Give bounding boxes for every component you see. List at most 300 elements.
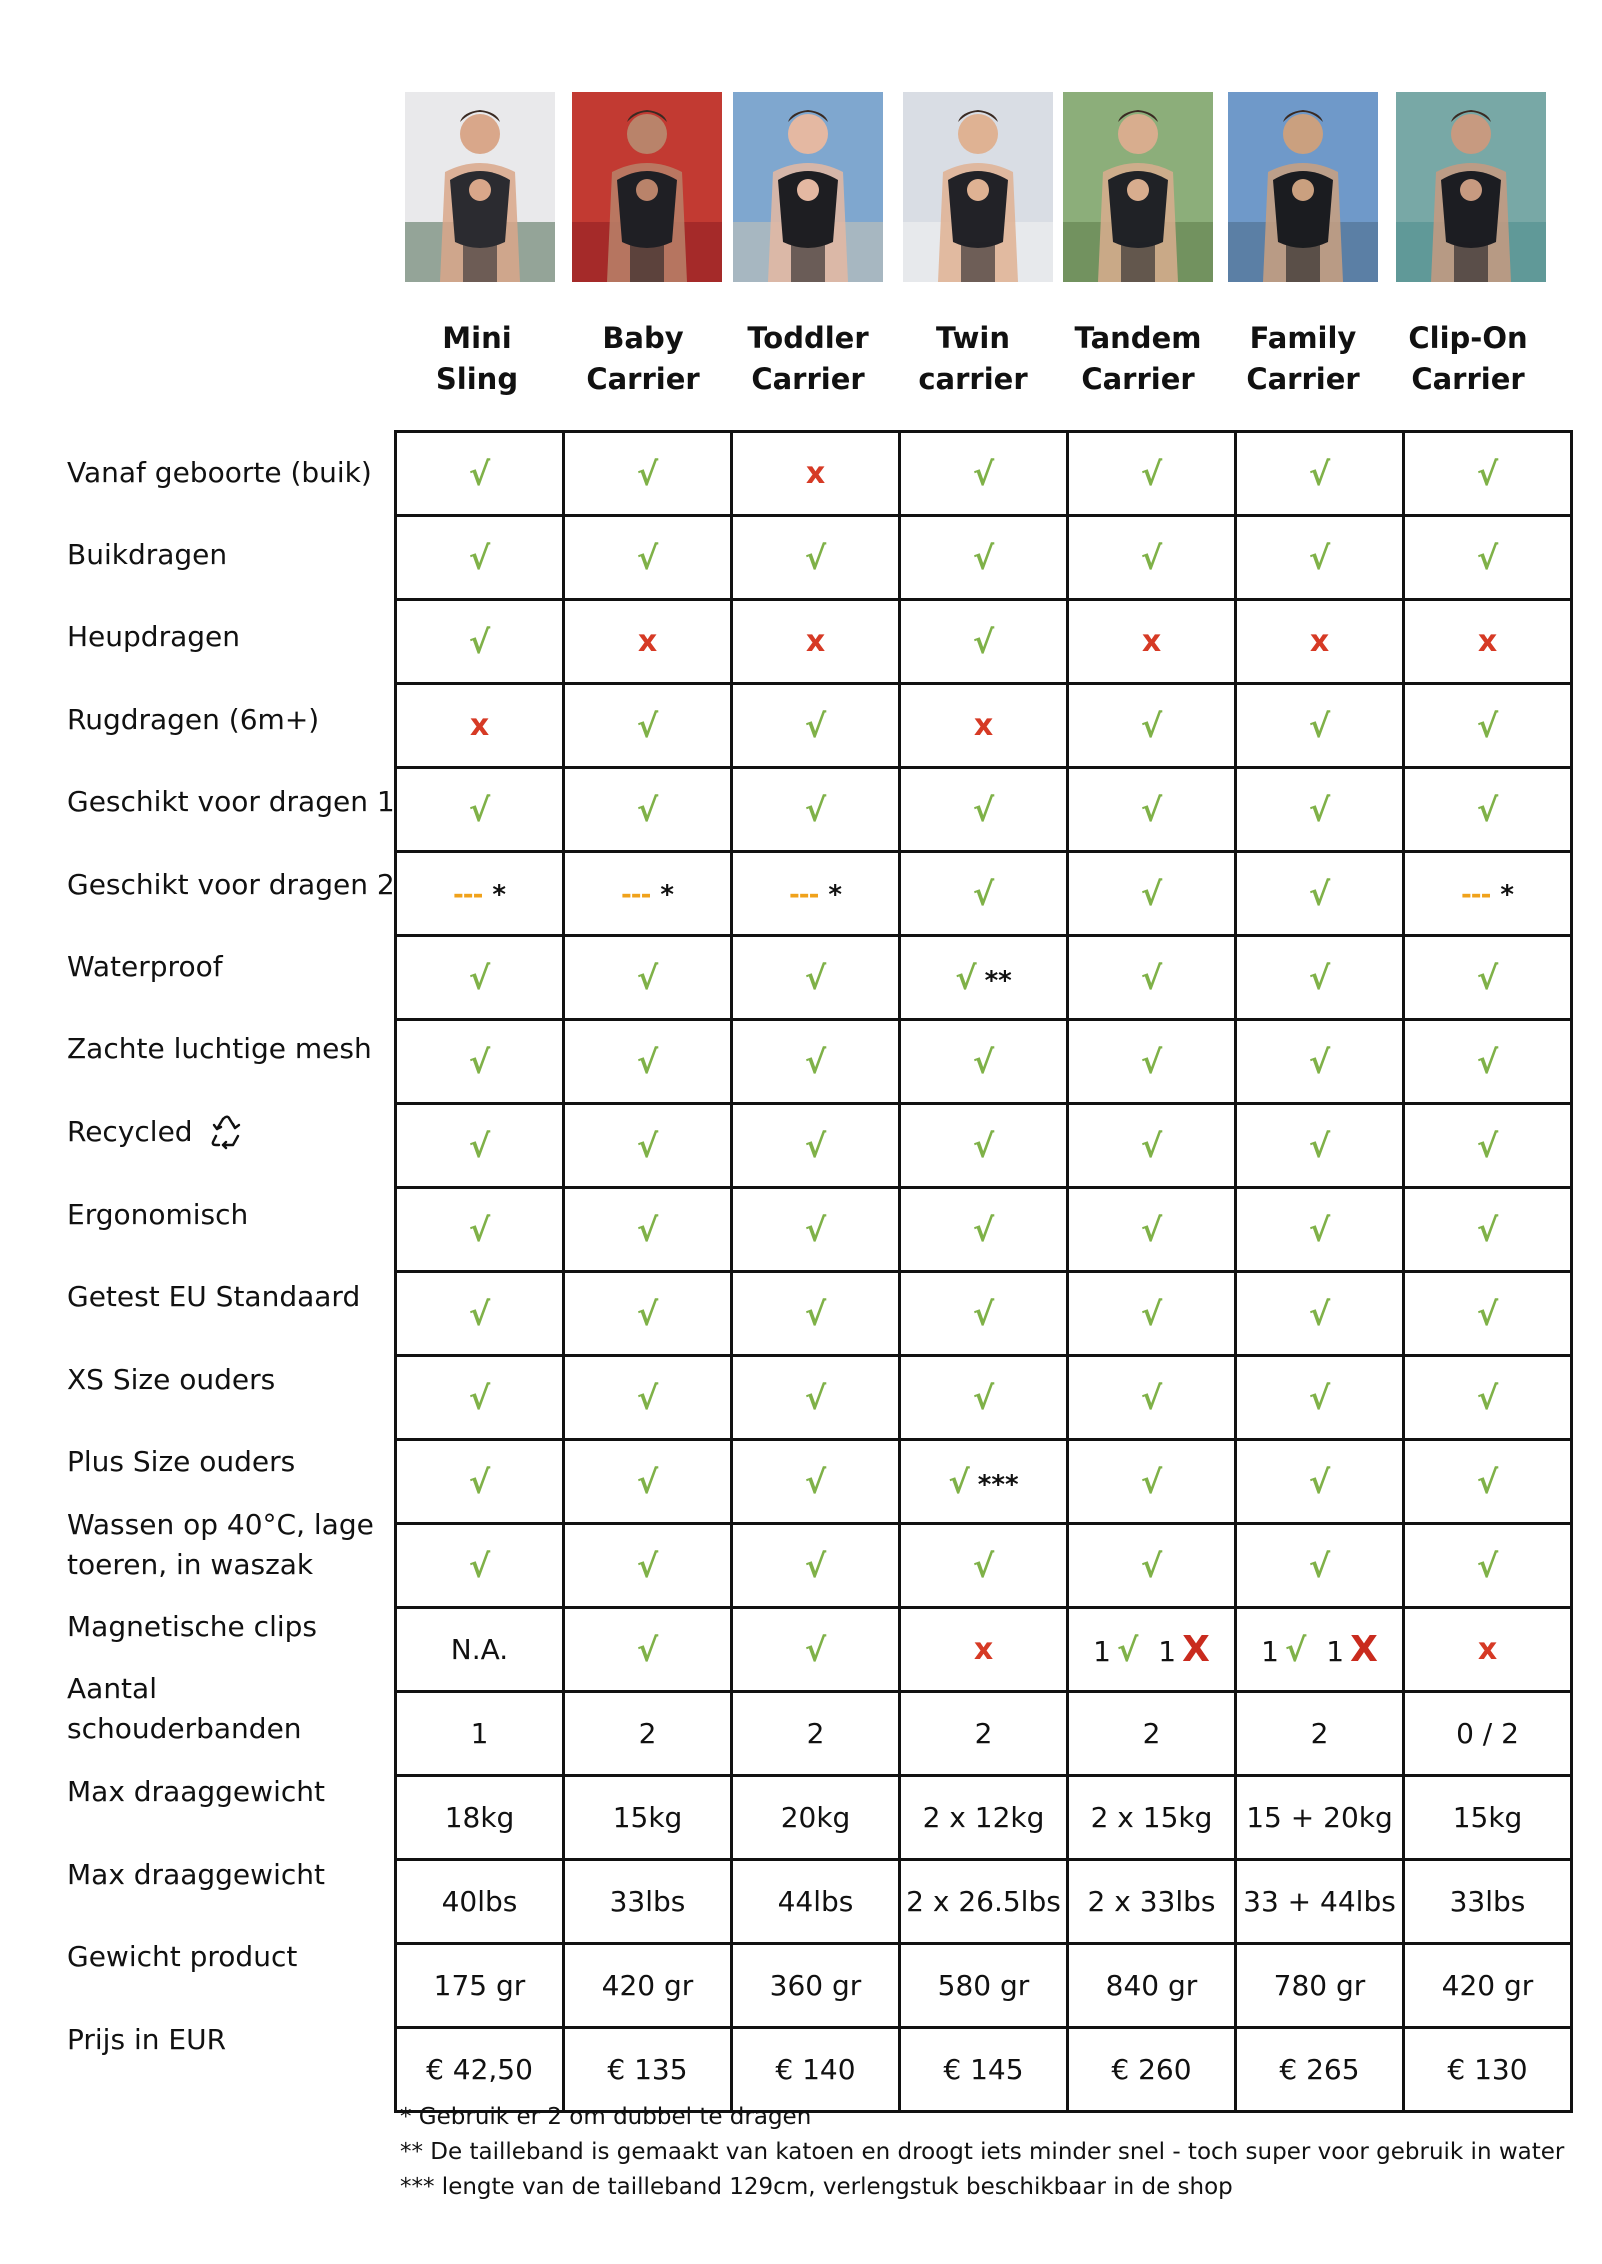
cell-value: 40lbs bbox=[441, 1885, 518, 1918]
check-icon: √ bbox=[1308, 1210, 1331, 1249]
table-cell bbox=[396, 1776, 564, 1860]
table-cell bbox=[1236, 1356, 1404, 1440]
table-cell bbox=[396, 1524, 564, 1608]
tandem-carrier-photo bbox=[1063, 92, 1213, 282]
table-cell bbox=[396, 1020, 564, 1104]
row-label-text: Vanaf geboorte (buik) bbox=[67, 456, 372, 489]
table-cell bbox=[1236, 1860, 1404, 1944]
row-label-line: toeren, in waszak bbox=[67, 1548, 314, 1581]
comparison-table bbox=[394, 430, 1573, 2113]
table-cell bbox=[900, 936, 1068, 1020]
check-icon: √ bbox=[636, 706, 659, 745]
row-label-13 bbox=[67, 1421, 397, 1503]
footnote-2: ** De tailleband is gemaakt van katoen en droogt iets minder snel - toch super voor gebruik in water bbox=[400, 2139, 1565, 2165]
table-cell bbox=[900, 684, 1068, 768]
check-icon: √ bbox=[1308, 1378, 1331, 1417]
column-header-line1: Clip-On bbox=[1408, 321, 1528, 355]
table-cell bbox=[1404, 1440, 1572, 1524]
check-icon: √ bbox=[1308, 1462, 1331, 1501]
table-cell bbox=[396, 768, 564, 852]
check-icon: √ bbox=[972, 454, 995, 493]
table-cell bbox=[564, 1944, 732, 2028]
table-row bbox=[396, 1944, 1572, 2028]
twin-carrier-photo bbox=[903, 92, 1053, 282]
table-cell bbox=[732, 684, 900, 768]
table-cell bbox=[396, 684, 564, 768]
table-row bbox=[396, 1104, 1572, 1188]
check-icon: √ bbox=[636, 454, 659, 493]
table-cell bbox=[564, 684, 732, 768]
table-cell bbox=[1068, 1860, 1236, 1944]
check-icon: √ bbox=[1476, 1462, 1499, 1501]
table-cell bbox=[1068, 516, 1236, 600]
footnote-marker: * bbox=[828, 880, 842, 910]
cell-value: 2 bbox=[806, 1717, 825, 1750]
check-icon: √ bbox=[468, 790, 491, 829]
row-label-10 bbox=[67, 1174, 397, 1256]
check-icon: √ bbox=[972, 622, 995, 661]
table-cell bbox=[1068, 852, 1236, 936]
check-icon: √ bbox=[1476, 1042, 1499, 1081]
column-header-5 bbox=[1055, 318, 1221, 400]
table-cell bbox=[564, 768, 732, 852]
table-cell bbox=[900, 1692, 1068, 1776]
yes-count: 1 bbox=[1093, 1635, 1111, 1668]
table-cell bbox=[396, 2028, 564, 2112]
column-header-line2: Carrier bbox=[1411, 362, 1525, 396]
column-header-line1: Toddler bbox=[747, 321, 869, 355]
cell-value: 360 gr bbox=[769, 1969, 862, 2002]
row-label-20 bbox=[67, 1999, 397, 2081]
check-icon: √ bbox=[636, 958, 659, 997]
table-cell bbox=[1404, 1860, 1572, 1944]
check-icon: √ bbox=[972, 1378, 995, 1417]
table-cell bbox=[1404, 1188, 1572, 1272]
row-label-8 bbox=[67, 1008, 397, 1090]
cell-value: 18kg bbox=[444, 1801, 515, 1834]
row-label-4 bbox=[67, 679, 397, 761]
check-icon: √ bbox=[636, 1546, 659, 1585]
cross-icon: x bbox=[805, 624, 826, 659]
check-icon: √ bbox=[972, 874, 995, 913]
check-icon: √ bbox=[636, 1210, 659, 1249]
check-icon: √ bbox=[1140, 958, 1163, 997]
table-cell bbox=[1404, 684, 1572, 768]
table-cell bbox=[564, 852, 732, 936]
table-cell bbox=[396, 936, 564, 1020]
mini-sling-photo bbox=[405, 92, 555, 282]
table-cell bbox=[900, 1860, 1068, 1944]
table-cell bbox=[732, 852, 900, 936]
row-label-text: Ergonomisch bbox=[67, 1198, 249, 1231]
table-cell bbox=[1404, 1356, 1572, 1440]
cell-value: 2 bbox=[1142, 1717, 1161, 1750]
footnote-marker: *** bbox=[977, 1469, 1019, 1500]
check-icon: √ bbox=[1308, 1294, 1331, 1333]
table-cell bbox=[1068, 2028, 1236, 2112]
partial-icon: --- bbox=[789, 880, 819, 910]
table-cell bbox=[1068, 1188, 1236, 1272]
table-cell bbox=[900, 1776, 1068, 1860]
table-cell bbox=[1404, 1776, 1572, 1860]
row-label-text: Geschikt voor dragen 1 bbox=[67, 785, 395, 818]
cell-value: 33 + 44lbs bbox=[1243, 1885, 1396, 1918]
cell-value: 840 gr bbox=[1105, 1969, 1198, 2002]
table-cell bbox=[1404, 768, 1572, 852]
check-icon: √ bbox=[1308, 1042, 1331, 1081]
check-icon: √ bbox=[1140, 1042, 1163, 1081]
column-header-line2: Carrier bbox=[586, 362, 700, 396]
cross-icon: x bbox=[637, 624, 658, 659]
no-count: 1 bbox=[1326, 1635, 1345, 1668]
row-label-7 bbox=[67, 926, 397, 1008]
table-cell bbox=[564, 1020, 732, 1104]
row-label-6 bbox=[67, 844, 397, 926]
check-icon: √ bbox=[1140, 1378, 1163, 1417]
table-row bbox=[396, 1020, 1572, 1104]
check-icon: √ bbox=[468, 1126, 491, 1165]
check-icon: √ bbox=[1476, 1378, 1499, 1417]
table-row bbox=[396, 1356, 1572, 1440]
check-icon: √ bbox=[948, 1462, 970, 1501]
table-cell bbox=[732, 1020, 900, 1104]
row-label-text: Buikdragen bbox=[67, 538, 228, 571]
table-cell bbox=[1236, 1440, 1404, 1524]
table-row bbox=[396, 2028, 1572, 2112]
row-label-3 bbox=[67, 596, 397, 678]
table-row bbox=[396, 1692, 1572, 1776]
check-icon: √ bbox=[804, 1042, 827, 1081]
table-row bbox=[396, 1608, 1572, 1692]
table-row bbox=[396, 1776, 1572, 1860]
check-icon: √ bbox=[972, 538, 995, 577]
table-cell bbox=[564, 1692, 732, 1776]
check-icon: √ bbox=[468, 1042, 491, 1081]
table-row bbox=[396, 936, 1572, 1020]
table-cell bbox=[1068, 1272, 1236, 1356]
check-icon: √ bbox=[636, 1126, 659, 1165]
table-cell bbox=[1236, 1776, 1404, 1860]
check-icon: √ bbox=[955, 958, 977, 997]
table-cell bbox=[564, 1272, 732, 1356]
table-cell bbox=[900, 1188, 1068, 1272]
cell-value: 2 bbox=[1310, 1717, 1329, 1750]
table-cell bbox=[1236, 1944, 1404, 2028]
table-cell bbox=[1404, 1944, 1572, 2028]
cell-value: € 260 bbox=[1111, 2053, 1192, 2086]
row-label-12 bbox=[67, 1339, 397, 1421]
check-icon: √ bbox=[804, 1126, 827, 1165]
table-cell bbox=[396, 1692, 564, 1776]
cell-value: 44lbs bbox=[777, 1885, 854, 1918]
check-icon: √ bbox=[804, 1462, 827, 1501]
table-cell bbox=[1236, 1272, 1404, 1356]
table-cell bbox=[732, 768, 900, 852]
table-cell bbox=[1236, 936, 1404, 1020]
table-cell bbox=[1068, 1524, 1236, 1608]
cell-value: 33lbs bbox=[1449, 1885, 1526, 1918]
table-cell bbox=[1404, 1692, 1572, 1776]
check-icon: √ bbox=[804, 706, 827, 745]
cell-value: 2 x 12kg bbox=[922, 1801, 1045, 1834]
table-cell bbox=[1068, 936, 1236, 1020]
row-label-text: Gewicht product bbox=[67, 1940, 298, 1973]
table-row bbox=[396, 768, 1572, 852]
check-icon: √ bbox=[636, 1462, 659, 1501]
table-cell bbox=[396, 1272, 564, 1356]
table-cell bbox=[564, 2028, 732, 2112]
row-label-9 bbox=[67, 1091, 397, 1173]
table-cell bbox=[396, 852, 564, 936]
table-cell bbox=[396, 1860, 564, 1944]
footnote-1: * Gebruik er 2 om dubbel te dragen bbox=[400, 2104, 812, 2130]
table-row bbox=[396, 1272, 1572, 1356]
row-label-1 bbox=[67, 432, 397, 514]
table-cell bbox=[564, 1524, 732, 1608]
check-icon: √ bbox=[804, 1294, 827, 1333]
table-cell bbox=[1404, 1020, 1572, 1104]
row-label-text: Rugdragen (6m+) bbox=[67, 703, 320, 736]
cell-value: € 130 bbox=[1447, 2053, 1528, 2086]
check-icon: √ bbox=[972, 1210, 995, 1249]
table-cell bbox=[900, 1524, 1068, 1608]
check-icon: √ bbox=[1140, 1210, 1163, 1249]
check-icon: √ bbox=[1308, 706, 1331, 745]
table-cell bbox=[564, 600, 732, 684]
table-cell bbox=[732, 1608, 900, 1692]
check-icon: √ bbox=[972, 1042, 995, 1081]
baby-carrier-photo bbox=[572, 92, 722, 282]
table-cell bbox=[1404, 852, 1572, 936]
row-label-17 bbox=[67, 1751, 397, 1833]
cell-value: 175 gr bbox=[433, 1969, 526, 2002]
check-icon: √ bbox=[468, 1378, 491, 1417]
cell-value: 420 gr bbox=[1441, 1969, 1534, 2002]
table-cell bbox=[900, 1020, 1068, 1104]
table-cell bbox=[732, 936, 900, 1020]
table-cell bbox=[1236, 1104, 1404, 1188]
table-cell bbox=[900, 1440, 1068, 1524]
table-cell bbox=[1404, 1524, 1572, 1608]
table-cell bbox=[1068, 684, 1236, 768]
table-cell bbox=[1236, 852, 1404, 936]
column-header-line1: Tandem bbox=[1074, 321, 1202, 355]
table-cell bbox=[1068, 1692, 1236, 1776]
check-icon: √ bbox=[468, 1210, 491, 1249]
table-cell bbox=[1068, 768, 1236, 852]
column-header-line2: carrier bbox=[918, 362, 1028, 396]
table-cell bbox=[1236, 684, 1404, 768]
table-cell bbox=[396, 432, 564, 516]
cell-value: € 135 bbox=[607, 2053, 688, 2086]
table-cell bbox=[900, 1356, 1068, 1440]
table-cell bbox=[900, 1944, 1068, 2028]
table-cell bbox=[396, 1188, 564, 1272]
footnote-marker: * bbox=[1500, 880, 1514, 910]
table-cell bbox=[1236, 1692, 1404, 1776]
cell-value: 1 bbox=[470, 1717, 489, 1750]
cross-icon: x bbox=[469, 708, 490, 743]
check-icon: √ bbox=[1476, 958, 1499, 997]
family-carrier-photo bbox=[1228, 92, 1378, 282]
table-cell bbox=[1236, 600, 1404, 684]
row-label-text: Aantal schouderbanden bbox=[67, 1672, 302, 1745]
partial-icon: --- bbox=[621, 880, 651, 910]
check-icon: √ bbox=[972, 1546, 995, 1585]
column-header-1 bbox=[394, 318, 560, 400]
table-cell bbox=[732, 1104, 900, 1188]
footnote-marker: ** bbox=[984, 965, 1012, 996]
column-header-line1: Mini bbox=[442, 321, 512, 355]
cross-icon: x bbox=[1141, 624, 1162, 659]
check-icon: √ bbox=[1308, 454, 1331, 493]
table-cell bbox=[732, 516, 900, 600]
cell-value: 2 x 33lbs bbox=[1087, 1885, 1216, 1918]
check-icon: √ bbox=[1140, 1462, 1163, 1501]
row-label-2 bbox=[67, 514, 397, 596]
table-cell bbox=[1236, 1608, 1404, 1692]
check-icon: √ bbox=[1476, 1126, 1499, 1165]
table-cell bbox=[1236, 1524, 1404, 1608]
check-icon: √ bbox=[1140, 706, 1163, 745]
row-label-text: Getest EU Standaard bbox=[67, 1280, 361, 1313]
column-header-line2: Carrier bbox=[751, 362, 865, 396]
table-cell bbox=[1404, 1272, 1572, 1356]
row-label-text: Prijs in EUR bbox=[67, 2023, 227, 2056]
table-cell bbox=[732, 1944, 900, 2028]
row-label-text bbox=[67, 1505, 374, 1585]
row-label-15 bbox=[67, 1586, 397, 1668]
table-cell bbox=[732, 1356, 900, 1440]
check-icon: √ bbox=[468, 958, 491, 997]
table-cell bbox=[900, 2028, 1068, 2112]
table-cell bbox=[564, 1440, 732, 1524]
table-cell bbox=[396, 600, 564, 684]
table-cell bbox=[732, 1272, 900, 1356]
cell-value: € 265 bbox=[1279, 2053, 1360, 2086]
table-cell bbox=[1404, 2028, 1572, 2112]
cell-value: 2 bbox=[638, 1717, 657, 1750]
column-header-line1: Family bbox=[1249, 321, 1357, 355]
table-cell bbox=[396, 1608, 564, 1692]
table-cell bbox=[1236, 2028, 1404, 2112]
check-icon: √ bbox=[804, 1378, 827, 1417]
footnote-marker: * bbox=[660, 880, 674, 910]
recycle-icon bbox=[207, 1112, 247, 1152]
cell-value: 0 / 2 bbox=[1456, 1717, 1519, 1750]
check-icon: √ bbox=[804, 958, 827, 997]
check-icon: √ bbox=[468, 1462, 491, 1501]
check-icon: √ bbox=[1140, 1294, 1163, 1333]
cell-value: 2 x 15kg bbox=[1090, 1801, 1213, 1834]
check-icon: √ bbox=[636, 1630, 659, 1669]
row-label-text: Heupdragen bbox=[67, 620, 240, 653]
cross-icon: x bbox=[1477, 624, 1498, 659]
check-icon: √ bbox=[1308, 874, 1331, 913]
cell-value: € 42,50 bbox=[426, 2053, 533, 2086]
check-icon: √ bbox=[804, 1630, 827, 1669]
toddler-carrier-photo bbox=[733, 92, 883, 282]
footnote-3: *** lengte van de tailleband 129cm, verlengstuk beschikbaar in de shop bbox=[400, 2174, 1233, 2200]
row-label-line: Wassen op 40°C, lage bbox=[67, 1508, 374, 1541]
check-icon: √ bbox=[636, 1042, 659, 1081]
table-row bbox=[396, 852, 1572, 936]
footnote-marker: * bbox=[492, 880, 506, 910]
cell-value: 33lbs bbox=[609, 1885, 686, 1918]
clip-on-carrier-photo bbox=[1396, 92, 1546, 282]
no-count: 1 bbox=[1158, 1635, 1177, 1668]
footnotes bbox=[400, 2100, 1580, 2205]
row-label-18 bbox=[67, 1834, 397, 1916]
cross-icon: x bbox=[1309, 624, 1330, 659]
row-label-text: XS Size ouders bbox=[67, 1363, 276, 1396]
table-cell bbox=[1068, 1944, 1236, 2028]
cross-icon: x bbox=[973, 708, 994, 743]
table-cell bbox=[900, 1104, 1068, 1188]
table-cell bbox=[564, 432, 732, 516]
table-cell bbox=[1236, 1020, 1404, 1104]
table-cell bbox=[1404, 1104, 1572, 1188]
row-label-text: Plus Size ouders bbox=[67, 1445, 296, 1478]
cell-value: € 140 bbox=[775, 2053, 856, 2086]
check-icon: √ bbox=[804, 538, 827, 577]
table-cell bbox=[1068, 1104, 1236, 1188]
row-label-text: Max draaggewicht bbox=[67, 1858, 325, 1891]
column-header-line2: Carrier bbox=[1246, 362, 1360, 396]
table-cell bbox=[564, 1776, 732, 1860]
check-icon: √ bbox=[972, 1294, 995, 1333]
table-cell bbox=[1068, 1356, 1236, 1440]
check-icon: √ bbox=[1140, 790, 1163, 829]
check-icon: √ bbox=[972, 790, 995, 829]
cross-icon: X bbox=[1350, 1629, 1378, 1670]
check-icon: √ bbox=[636, 538, 659, 577]
table-cell bbox=[564, 516, 732, 600]
cross-icon: x bbox=[1477, 1632, 1498, 1667]
table-cell bbox=[732, 1524, 900, 1608]
table-cell bbox=[900, 600, 1068, 684]
cell-value: 15 + 20kg bbox=[1246, 1801, 1393, 1834]
check-icon: √ bbox=[1284, 1631, 1307, 1669]
cross-icon: X bbox=[1182, 1629, 1210, 1670]
cross-icon: x bbox=[973, 1632, 994, 1667]
table-cell bbox=[564, 1608, 732, 1692]
check-icon: √ bbox=[1308, 958, 1331, 997]
check-icon: √ bbox=[1476, 454, 1499, 493]
table-cell bbox=[396, 1356, 564, 1440]
row-label-text: Magnetische clips bbox=[67, 1610, 317, 1643]
cell-value: 20kg bbox=[780, 1801, 851, 1834]
row-label-text: Zachte luchtige mesh bbox=[67, 1032, 372, 1065]
table-cell bbox=[1236, 516, 1404, 600]
table-cell bbox=[396, 1104, 564, 1188]
table-cell bbox=[900, 1608, 1068, 1692]
cross-icon: x bbox=[805, 456, 826, 491]
check-icon: √ bbox=[1476, 1210, 1499, 1249]
row-label-text: Geschikt voor dragen 2 bbox=[67, 868, 395, 901]
table-row bbox=[396, 1188, 1572, 1272]
table-cell bbox=[396, 1440, 564, 1524]
check-icon: √ bbox=[1116, 1631, 1139, 1669]
column-header-3 bbox=[725, 318, 891, 400]
cell-value: N.A. bbox=[450, 1633, 509, 1666]
check-icon: √ bbox=[636, 790, 659, 829]
table-cell bbox=[732, 1692, 900, 1776]
check-icon: √ bbox=[1140, 874, 1163, 913]
check-icon: √ bbox=[636, 1378, 659, 1417]
check-icon: √ bbox=[468, 538, 491, 577]
cell-value: € 145 bbox=[943, 2053, 1024, 2086]
